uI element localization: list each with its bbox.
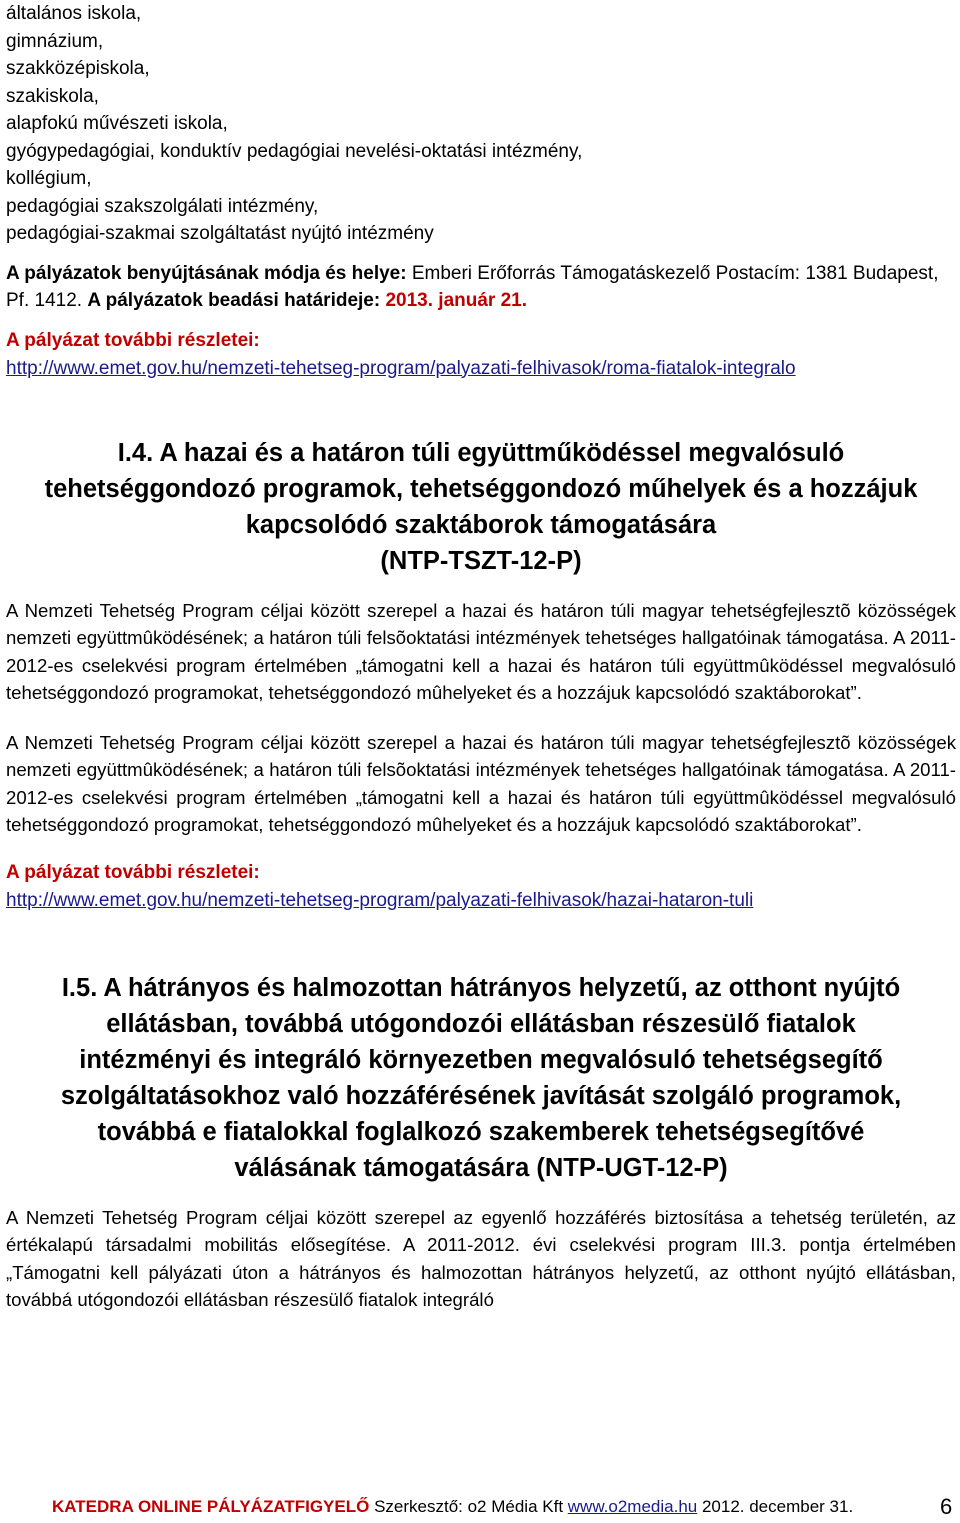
list-item: kollégium,: [6, 168, 92, 189]
list-item: pedagógiai szakszolgálati intézmény,: [6, 195, 319, 217]
deadline-value: 2013. január 21.: [385, 290, 528, 311]
heading-line: (NTP-TSZT-12-P): [380, 546, 582, 575]
details-title: A pályázat további részletei:: [6, 861, 260, 883]
page-number: 6: [940, 1494, 953, 1519]
list-item: szakiskola,: [6, 85, 99, 107]
body-paragraph: A Nemzeti Tehetség Program céljai között szerepel a hazai és határon túli magyar tehetségfejlesztõ közösségek nemzeti együttmûködésének; a határon túli felsõoktatási intézmények tehetséges hallgatóinak támogatása. A 2011-2012-es cselekvési program értelmében „támogatni kell a hazai és határon túli együttmûködéssel megvalósuló tehetséggondozó programokat, tehetséggondozó mûhelyeket és a hozzájuk kapcsolódó szaktáborokat”.: [6, 731, 956, 835]
body-paragraph: A Nemzeti Tehetség Program céljai között szerepel az egyenlő hozzáférés biztosítása a tehetség területén, az értékalapú társadalmi mobilitás elősegítése. A 2011-2012. évi cselekvési program III.3. pontja értelmében „Támogatni kell pályázati úton a hátrányos és halmozottan hátrányos helyzetű, az otthont nyújtó ellátásban, továbbá utógondozói ellátásban részesülő fiatalok integráló: [6, 1206, 956, 1310]
heading-line: ellátásban, továbbá utógondozói ellátásban részesülő fiatalok: [106, 1009, 856, 1038]
heading-line: kapcsolódó szaktáborok támogatására: [245, 510, 717, 539]
list-item: gimnázium,: [6, 30, 104, 52]
list-item: gyógypedagógiai, konduktív pedagógiai nevelési-oktatási intézmény,: [6, 140, 583, 162]
heading-line: I.4. A hazai és a határon túli együttműködéssel megvalósuló: [117, 438, 845, 467]
list-item: pedagógiai-szakmai szolgáltatást nyújtó intézmény: [6, 223, 434, 244]
footer-editor: Szerkesztő: o2 Média Kft: [369, 1497, 568, 1516]
document-page: [6, 0, 956, 1314]
footer-site-link[interactable]: www.o2media.hu: [567, 1497, 698, 1516]
body-paragraph: A Nemzeti Tehetség Program céljai között szerepel a hazai és határon túli magyar tehetségfejlesztõ közösségek nemzeti együttmûködésének; a határon túli felsõoktatási intézmények tehetséges hallgatóinak támogatása. A 2011-2012-es cselekvési program értelmében „támogatni kell a hazai és határon túli együttmûködéssel megvalósuló tehetséggondozó programokat, tehetséggondozó mûhelyeket és a hozzájuk kapcsolódó szaktáborokat”.: [6, 599, 956, 703]
submission-label: A pályázatok benyújtásának módja és helye:: [6, 262, 407, 284]
list-item: alapfokú művészeti iskola,: [6, 113, 228, 134]
footer-date: 2012. december 31.: [697, 1497, 854, 1516]
heading-line: válásának támogatására (NTP-UGT-12-P): [234, 1153, 728, 1182]
institution-list: [6, 0, 956, 248]
details-link[interactable]: http://www.emet.gov.hu/nemzeti-tehetseg-program/palyazati-felhivasok/hazai-hataron-tuli: [6, 889, 754, 911]
section-heading: [6, 970, 956, 1186]
section-heading: [6, 435, 956, 579]
submission-address: Emberi Erőforrás Támogatáskezelő Postacím: 1381 Budapest, Pf. 1412.: [6, 262, 939, 311]
submission-paragraph: [6, 260, 956, 315]
heading-line: tehetséggondozó programok, tehetséggondozó műhelyek és a hozzájuk: [44, 474, 918, 503]
page-footer: [52, 1497, 853, 1517]
heading-line: szolgáltatásokhoz való hozzáférésének javítását szolgáló programok,: [60, 1081, 902, 1110]
details-title: A pályázat további részletei:: [6, 329, 260, 351]
heading-line: intézményi és integráló környezetben megvalósuló tehetségsegítő: [79, 1045, 883, 1074]
details-link[interactable]: http://www.emet.gov.hu/nemzeti-tehetseg-program/palyazati-felhivasok/roma-fiatalok-integralo: [6, 357, 796, 379]
heading-line: I.5. A hátrányos és halmozottan hátrányos helyzetű, az otthont nyújtó: [61, 973, 901, 1002]
footer-brand: KATEDRA ONLINE PÁLYÁZATFIGYELŐ: [52, 1497, 370, 1516]
list-item: szakközépiskola,: [6, 58, 150, 79]
deadline-label: A pályázatok beadási határideje:: [87, 290, 381, 311]
heading-line: továbbá e fiatalokkal foglalkozó szakemberek tehetségsegítővé: [97, 1117, 865, 1146]
list-item: általános iskola,: [6, 3, 142, 24]
